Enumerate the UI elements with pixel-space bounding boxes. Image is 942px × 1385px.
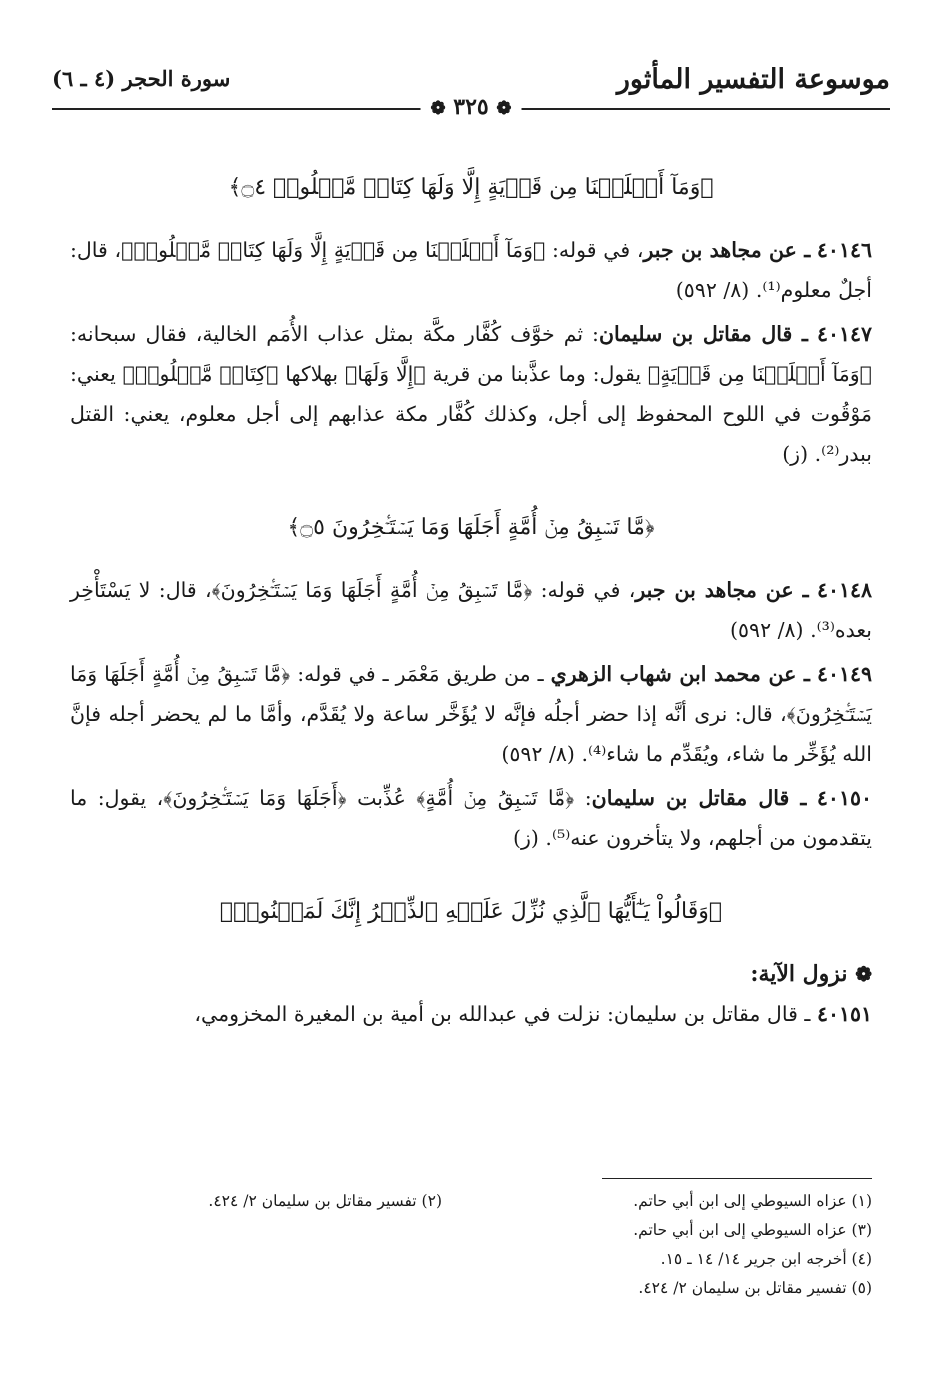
entry-author: عن محمد ابن شهاب الزهري: [550, 662, 797, 686]
page-number: ٣٢٥: [453, 94, 489, 120]
entry-number: ٤٠١٤٦: [816, 238, 872, 262]
entry-reference: (٨/ ٥٩٢): [501, 742, 575, 766]
entry-author: قال مقاتل بن سليمان: [598, 322, 793, 346]
entry-number: ٤٠١٥١: [816, 1002, 872, 1026]
ornament-icon: ❁: [496, 98, 512, 119]
quran-verse: ﴿وَقَالُواْ يَـٰٓأَيُّهَا ٱلَّذِي نُزِّلَ عَلَيۡهِ ٱلذِّكۡرُ إِنَّكَ لَمَجۡنُونٞ﴾: [219, 899, 723, 924]
footnote: (١) عزاه السيوطي إلى ابن أبي حاتم.: [633, 1192, 872, 1210]
narration-entry: ٤٠١٤٦ ـ عن مجاهد بن جبر، في قوله: ﴿وَمَآ أَهۡلَكۡنَا مِن قَرۡيَةٍ إِلَّا وَلَهَا كِتَابٞ مَّعۡلُومٞ﴾، قال: أجلٌ معلوم⁽¹⁾. (٨/ ٥٩٢): [70, 238, 872, 302]
narration-entry: ٤٠١٤٨ ـ عن مجاهد بن جبر، في قوله: ﴿مَّا تَسۡبِقُ مِنۡ أُمَّةٍ أَجَلَهَا وَمَا يَسۡتَـٔۡخِرُونَ﴾، قال: لا يَسْتَأْخِر بعده⁽³⁾. (٨/ ٥٩٢): [70, 578, 872, 642]
entry-number: ٤٠١٤٩: [816, 662, 872, 686]
entry-author: قال مقاتل بن سليمان: [591, 786, 790, 810]
narration-entry: ٤٠١٤٧ ـ قال مقاتل بن سليمان: ثم خوَّف كُفَّار مكَّة بمثل عذاب الأُمَم الخالية، فقال سبحانه: ﴿وَمَآ أَهۡلَكۡنَا مِن قَرۡيَةٍ﴾ يقول: وما عذَّبنا من قرية ﴿إِلَّا وَلَهَا﴾ بهلاكها ﴿كِتَابٞ مَّعۡلُومٞ﴾ يعني: مَوْقُوت في اللوح المحفوظ إلى أجل، وكذلك كُفَّار مكة عذابهم إلى أجل معلوم، يعني: القتل ببدر⁽²⁾. (ز): [70, 322, 872, 466]
entry-text: : ﴿مَّا تَسۡبِقُ مِنۡ أُمَّةٍ﴾ عُذِّبت ﴿أَجَلَهَا وَمَا يَسۡتَـٔۡخِرُونَ﴾، يقول: ما يتقدمون من أجلهم، ولا يتأخرون عنه⁽⁵⁾.: [70, 786, 872, 850]
entry-text: ـ من طريق مَعْمَر ـ في قوله: ﴿مَّا تَسۡبِقُ مِنۡ أُمَّةٍ أَجَلَهَا وَمَا يَسۡتَـٔۡخِرُونَ﴾، قال: نرى أنَّه إذا حضر أجلُه فإنَّه لا يُؤَخَّر ساعة ولا يُقَدَّم، وأمَّا ما لم يحضر أجله فإنَّ الله يُؤَخِّر ما شاء، ويُقَدِّم ما شاء⁽⁴⁾.: [70, 662, 872, 766]
entry-text: : ثم خوَّف كُفَّار مكَّة بمثل عذاب الأُمَم الخالية، فقال سبحانه: ﴿وَمَآ أَهۡلَكۡنَا مِن قَرۡيَةٍ﴾ يقول: وما عذَّبنا من قرية ﴿إِلَّا وَلَهَا﴾ بهلاكها ﴿كِتَابٞ مَّعۡلُومٞ﴾ يعني: مَوْقُوت في اللوح المحفوظ إلى أجل، وكذلك كُفَّار مكة عذابهم إلى أجل معلوم، يعني: القتل ببدر⁽²⁾.: [70, 322, 872, 466]
narration-entry: ٤٠١٥١ ـ قال مقاتل بن سليمان: نزلت في عبدالله بن أمية بن المغيرة المخزومي،: [194, 1002, 872, 1026]
entry-number: ٤٠١٤٧: [816, 322, 872, 346]
page-header: [52, 58, 890, 120]
page-body: [70, 160, 872, 1038]
section-heading-text: نزول الآية:: [750, 961, 848, 987]
footnote: (٤) أخرجه ابن جرير ١٤/ ١٤ ـ ١٥.: [660, 1250, 872, 1268]
narration-entry: ٤٠١٤٩ ـ عن محمد ابن شهاب الزهري ـ من طريق مَعْمَر ـ في قوله: ﴿مَّا تَسۡبِقُ مِنۡ أُمَّةٍ أَجَلَهَا وَمَا يَسۡتَـٔۡخِرُونَ﴾، قال: نرى أنَّه إذا حضر أجلُه فإنَّه لا يُؤَخَّر ساعة ولا يُقَدَّم، وأمَّا ما لم يحضر أجله فإنَّ الله يُؤَخِّر ما شاء، ويُقَدِّم ما شاء⁽⁴⁾. (٨/ ٥٩٢): [70, 662, 872, 766]
entry-number: ٤٠١٤٨: [816, 578, 872, 602]
entry-text: ، في قوله: ﴿وَمَآ أَهۡلَكۡنَا مِن قَرۡيَةٍ إِلَّا وَلَهَا كِتَابٞ مَّعۡلُومٞ﴾، قال: أجلٌ معلوم⁽¹⁾.: [70, 238, 872, 302]
flower-icon: ❁: [855, 962, 872, 986]
entry-text: ، في قوله: ﴿مَّا تَسۡبِقُ مِنۡ أُمَّةٍ أَجَلَهَا وَمَا يَسۡتَـٔۡخِرُونَ﴾، قال: لا يَسْتَأْخِر بعده⁽³⁾.: [70, 578, 872, 642]
quran-verse: ﴿مَّا تَسۡبِقُ مِنۡ أُمَّةٍ أَجَلَهَا وَمَا يَسۡتَـٔۡخِرُونَ ۝٥﴾: [287, 515, 655, 540]
quran-verse: ﴿وَمَآ أَهۡلَكۡنَا مِن قَرۡيَةٍ إِلَّا وَلَهَا كِتَابٞ مَّعۡلُومٞ ۝٤﴾: [228, 175, 714, 200]
footnotes: [70, 1178, 872, 1297]
footnote-rule: [602, 1178, 872, 1179]
entry-reference: (٨/ ٥٩٢): [675, 278, 750, 302]
book-title: موسوعة التفسير المأثور: [616, 64, 890, 95]
footnote: (٥) تفسير مقاتل بن سليمان ٢/ ٤٢٤.: [638, 1279, 872, 1297]
entry-author: عن مجاهد بن جبر: [643, 238, 797, 262]
entry-number: ٤٠١٥٠: [816, 786, 872, 810]
surah-label: سورة الحجر (٤ ـ ٦): [52, 66, 231, 91]
entry-reference: (ز): [782, 442, 809, 466]
section-heading: [70, 954, 872, 994]
entry-author: عن مجاهد بن جبر: [635, 578, 794, 602]
entry-text: قال مقاتل بن سليمان: نزلت في عبدالله بن أمية بن المغيرة المخزومي،: [194, 1002, 798, 1026]
narration-entry: ٤٠١٥٠ ـ قال مقاتل بن سليمان: ﴿مَّا تَسۡبِقُ مِنۡ أُمَّةٍ﴾ عُذِّبت ﴿أَجَلَهَا وَمَا يَسۡتَـٔۡخِرُونَ﴾، يقول: ما يتقدمون من أجلهم، ولا يتأخرون عنه⁽⁵⁾. (ز): [70, 786, 872, 850]
entry-reference: (ز): [512, 826, 539, 850]
ornament-icon: ❁: [430, 98, 446, 119]
footnote: (٢) تفسير مقاتل بن سليمان ٢/ ٤٢٤.: [208, 1192, 442, 1210]
entry-reference: (٨/ ٥٩٢): [730, 618, 804, 642]
page-number-box: [421, 94, 522, 120]
footnote: (٣) عزاه السيوطي إلى ابن أبي حاتم.: [633, 1221, 872, 1239]
